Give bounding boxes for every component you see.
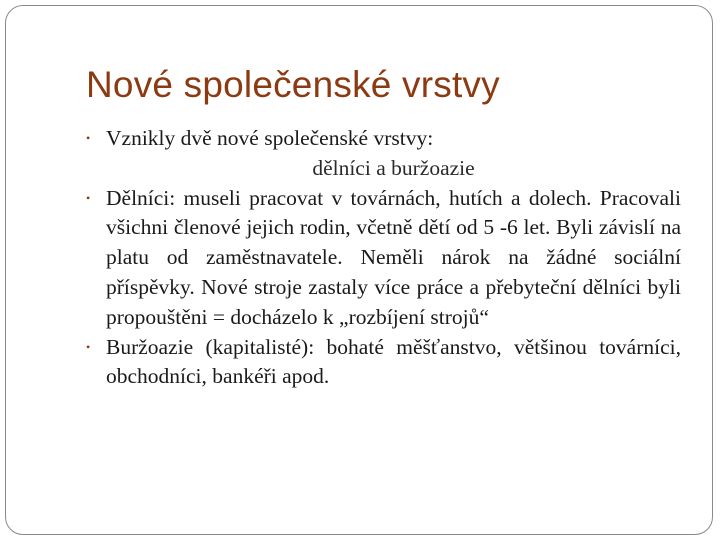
- list-item-subtext: dělníci a buržoazie: [312, 155, 475, 180]
- bullet-icon: •: [86, 131, 91, 145]
- list-item: [86, 333, 681, 393]
- list-item: [86, 184, 681, 333]
- slide: [5, 5, 713, 535]
- bullet-list: [86, 124, 681, 392]
- slide-title: Nové společenské vrstvy: [86, 64, 500, 105]
- list-item: [86, 124, 681, 154]
- bullet-icon: •: [86, 190, 91, 205]
- list-item-text: Buržoazie (kapitalisté): bohaté měšťanstvo, většinou továrníci, obchodníci, bankéři apod.: [106, 334, 681, 389]
- list-item-text: Vznikly dvě nové společenské vrstvy:: [106, 126, 434, 150]
- list-item-text: Dělníci: museli pracovat v továrnách, hutích a dolech. Pracovali všichni členové jejich rodin, včetně dětí od 5 -6 let. Byli závislí na platu od zaměstnavatele. Neměli nárok na žádné sociální příspěvky. Nové stroje zastaly více práce a přebyteční dělníci byli propouštěni = docházelo k „rozbíjení strojů“: [106, 185, 681, 329]
- bullet-icon: •: [86, 339, 91, 354]
